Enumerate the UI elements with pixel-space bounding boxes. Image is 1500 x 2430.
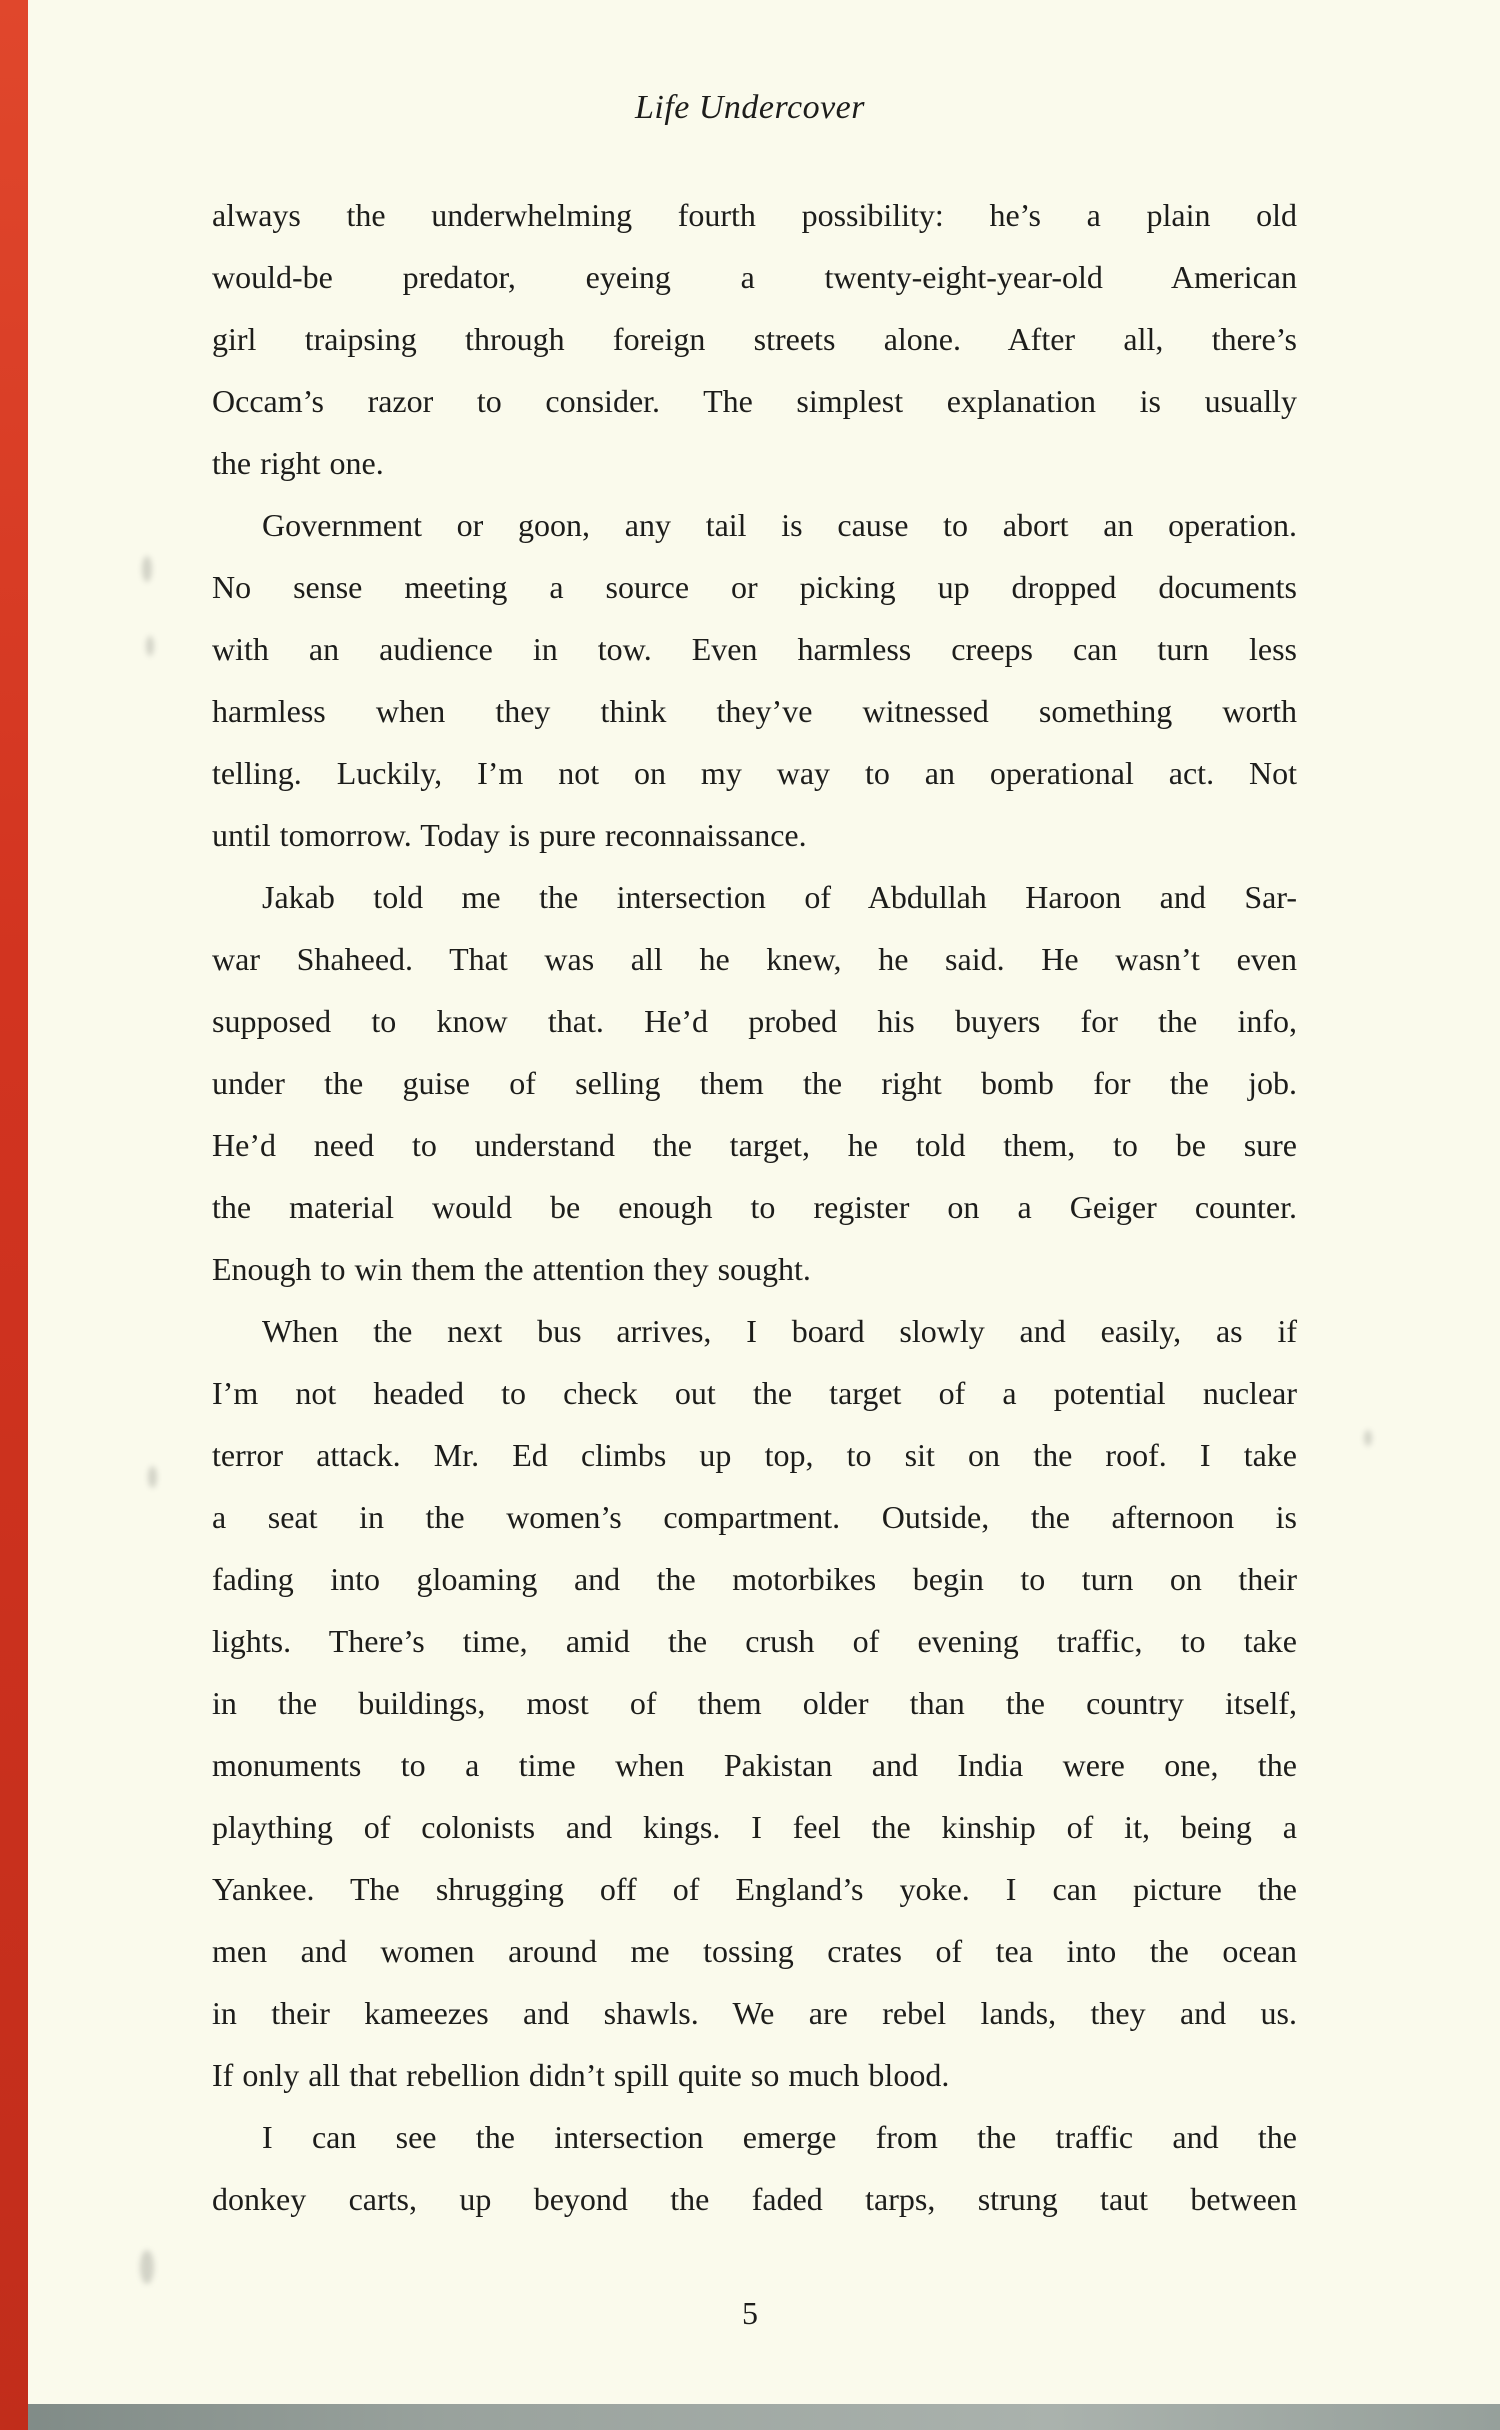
text-line: telling. Luckily, I’m not on my way to an operational act. Not [212,755,1297,791]
scanner-edge [0,2404,1500,2430]
text-line: harmless when they think they’ve witnessed something worth [212,693,1297,729]
text-line: Jakab told me the intersection of Abdullah Haroon and Sar- [262,879,1297,915]
text-block [212,184,1297,2230]
text-line: Yankee. The shrugging off of England’s yoke. I can picture the [212,1871,1297,1907]
text-line: Government or goon, any tail is cause to abort an operation. [262,507,1297,543]
text-line: He’d need to understand the target, he told them, to be sure [212,1127,1297,1163]
scan-artifact [148,1466,157,1488]
text-line: the right one. [212,445,384,481]
text-line: If only all that rebellion didn’t spill quite so much blood. [212,2057,950,2093]
text-line: until tomorrow. Today is pure reconnaissance. [212,817,807,853]
text-line: monuments to a time when Pakistan and India were one, the [212,1747,1297,1783]
text-line: Enough to win them the attention they sought. [212,1251,811,1287]
text-line: I can see the intersection emerge from the traffic and the [262,2119,1297,2155]
scan-artifact [142,556,152,582]
text-line: men and women around me tossing crates of tea into the ocean [212,1933,1297,1969]
text-line: When the next bus arrives, I board slowly and easily, as if [262,1313,1297,1349]
text-line: the material would be enough to register on a Geiger counter. [212,1189,1297,1225]
page-number: 5 [742,2295,758,2331]
text-line: plaything of colonists and kings. I feel the kinship of it, being a [212,1809,1297,1845]
text-line: supposed to know that. He’d probed his buyers for the info, [212,1003,1297,1039]
paragraph [212,494,1297,866]
paragraph [212,1300,1297,2106]
text-line: No sense meeting a source or picking up dropped documents [212,569,1297,605]
running-head: Life Undercover [634,89,865,126]
paragraph [212,184,1297,494]
scan-artifact [146,636,154,656]
scan-artifact [1364,1430,1372,1446]
scan-artifact [140,2250,154,2284]
paragraph [212,2106,1297,2230]
paragraph [212,866,1297,1300]
text-line: I’m not headed to check out the target of a potential nuclear [212,1375,1297,1411]
text-line: in the buildings, most of them older than the country itself, [212,1685,1297,1721]
text-line: always the underwhelming fourth possibility: he’s a plain old [212,197,1297,233]
text-line: lights. There’s time, amid the crush of evening traffic, to take [212,1623,1297,1659]
book-cover-edge [0,0,28,2430]
text-line: in their kameezes and shawls. We are rebel lands, they and us. [212,1995,1297,2031]
text-line: would-be predator, eyeing a twenty-eight-year-old American [212,259,1297,295]
text-line: donkey carts, up beyond the faded tarps, strung taut between [212,2181,1297,2217]
text-line: terror attack. Mr. Ed climbs up top, to sit on the roof. I take [212,1437,1297,1473]
text-line: girl traipsing through foreign streets alone. After all, there’s [212,321,1297,357]
text-line: Occam’s razor to consider. The simplest explanation is usually [212,383,1297,419]
text-line: a seat in the women’s compartment. Outside, the afternoon is [212,1499,1297,1535]
text-line: war Shaheed. That was all he knew, he said. He wasn’t even [212,941,1297,977]
text-line: under the guise of selling them the right bomb for the job. [212,1065,1297,1101]
text-line: with an audience in tow. Even harmless creeps can turn less [212,631,1297,667]
text-line: fading into gloaming and the motorbikes begin to turn on their [212,1561,1297,1597]
